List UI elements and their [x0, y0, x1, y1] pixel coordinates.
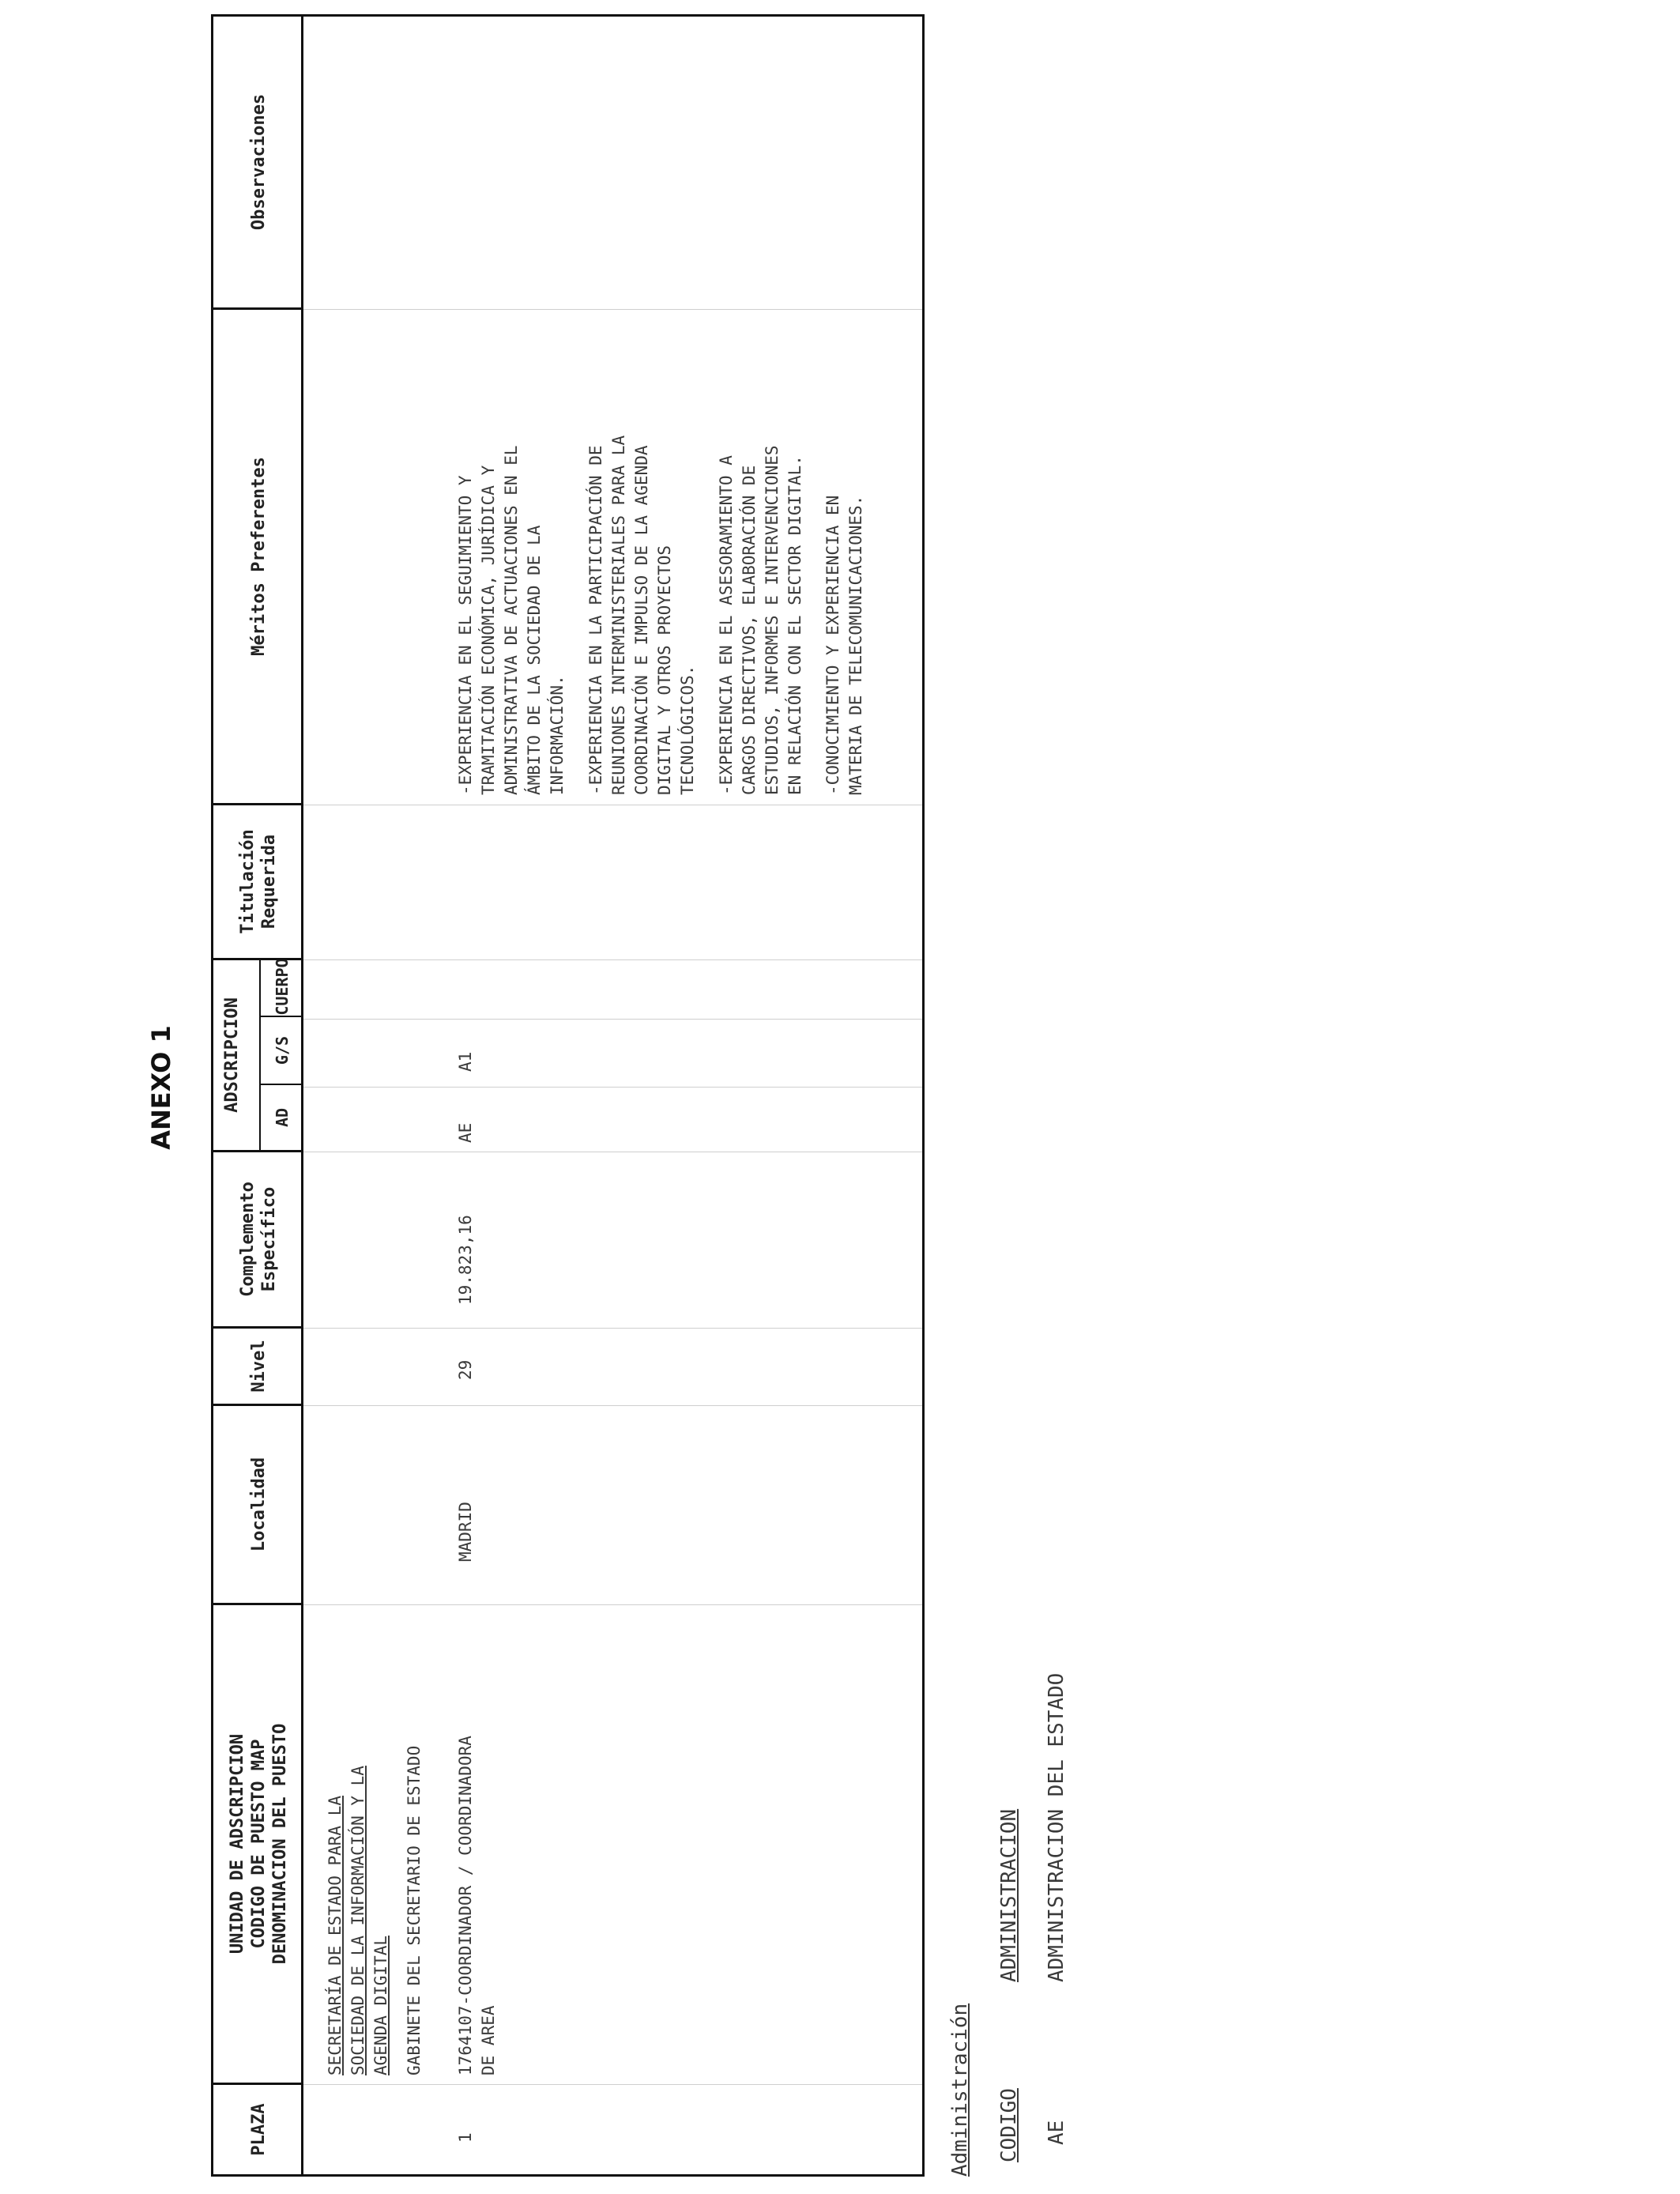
header-unidad: UNIDAD DE ADSCRIPCION CODIGO DE PUESTO MAP DENOMINACION DEL PUESTO — [213, 1605, 303, 2085]
table-header — [213, 17, 303, 2174]
gs-value: A1 — [456, 1051, 475, 1072]
header-plaza: PLAZA — [248, 2103, 269, 2156]
merito-3: -EXPERIENCIA EN EL ASESORAMIENTO A CARGOS DIRECTIVOS, ELABORACIÓN DE ESTUDIOS, INFORMES E INTERVENCIONES EN RELACIÓN CON EL SECTOR DIGITAL. — [717, 445, 804, 795]
nivel-value: 29 — [456, 1359, 475, 1380]
column-divider — [303, 2084, 922, 2085]
posts-table — [211, 14, 925, 2177]
ad-value: AE — [456, 1122, 475, 1143]
column-divider — [303, 1405, 922, 1406]
merito-1: -EXPERIENCIA EN EL SEGUIMIENTO Y TRAMITACIÓN ECONÓMICA, JURÍDICA Y ADMINISTRATIVA DE ACTUACIONES EN EL ÁMBITO DE LA SOCIEDAD DE LA INFORMACIÓN. — [456, 445, 567, 795]
header-observaciones: Observaciones — [213, 17, 303, 310]
header-titulacion: Titulación Requerida — [213, 805, 303, 960]
header-ad: AD — [259, 1085, 303, 1150]
column-divider — [303, 1087, 922, 1088]
merito-4: -CONOCIMIENTO Y EXPERIENCIA EN MATERIA DE TELECOMUNICACIONES. — [823, 495, 865, 795]
column-divider — [303, 309, 922, 310]
column-divider — [303, 1019, 922, 1020]
legend-admin-value: ADMINISTRACION DEL ESTADO — [1045, 1672, 1068, 1982]
unit-secretaria: SECRETARÍA DE ESTADO PARA LA SOCIEDAD DE LA INFORMACIÓN Y LA AGENDA DIGITAL — [326, 1766, 390, 2075]
header-adscripcion: ADSCRIPCION AD G/S CUERPO — [213, 960, 303, 1152]
merito-2: -EXPERIENCIA EN LA PARTICIPACIÓN DE REUNIONES INTERMINISTERIALES PARA LA COORDINACIÓN E IMPULSO DE LA AGENDA DIGITAL Y OTROS PROYECTOS TECNOLÓGICOS. — [586, 435, 697, 795]
plaza-number: 1 — [456, 2132, 475, 2143]
column-divider — [303, 1328, 922, 1329]
header-nivel: Nivel — [213, 1329, 303, 1406]
column-divider — [303, 959, 922, 960]
header-localidad: Localidad — [213, 1406, 303, 1605]
page-title: ANEXO 1 — [146, 1025, 176, 1150]
unit-gabinete: GABINETE DEL SECRETARIO DE ESTADO — [405, 1745, 424, 2075]
header-complemento: Complemento Específico — [213, 1152, 303, 1329]
puesto-denominacion: 1764107-COORDINADOR / COORDINADORA DE AREA — [456, 1736, 498, 2075]
legend-header-administracion: ADMINISTRACION — [997, 1808, 1021, 1982]
legend-header-codigo: CODIGO — [997, 2088, 1021, 2162]
header-gs: G/S — [259, 1017, 303, 1085]
legend-codigo-value: AE — [1045, 2120, 1068, 2145]
complemento-value: 19.823,16 — [456, 1215, 475, 1305]
localidad-value: MADRID — [456, 1502, 475, 1562]
header-cuerpo: CUERPO — [259, 958, 303, 1017]
column-divider — [303, 1604, 922, 1605]
header-meritos: Méritos Preferentes — [213, 310, 303, 805]
legend-title: Administración — [948, 2003, 972, 2177]
